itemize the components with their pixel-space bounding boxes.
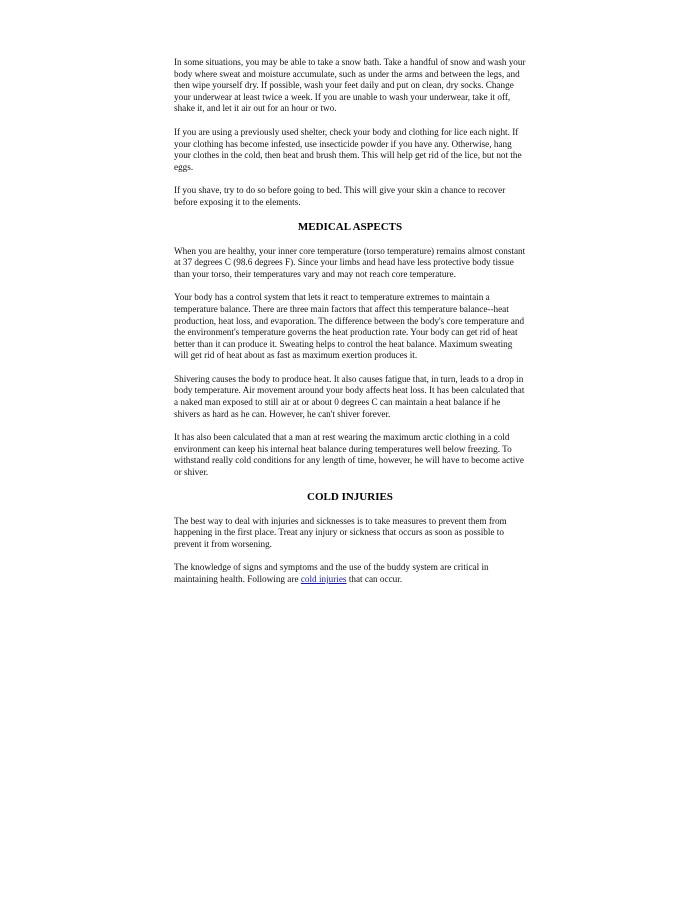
temperature-balance-paragraph: Your body has a control system that lets it react to temperature extremes to maintain a temperature balance. There are three main factors that affect this temperature balance--heat production, heat loss, and evaporation. The difference between the body's core temperature and the environment's temperature governs the heat production rate. Your body can get rid of heat better than it can produce it. Sweating helps to control the heat balance. Maximum sweating will get rid of heat about as fast as maximum exertion produces it.: [174, 292, 525, 361]
document-page: [174, 57, 526, 598]
cold-injuries-heading: COLD INJURIES: [307, 490, 393, 503]
medical-aspects-heading: MEDICAL ASPECTS: [297, 220, 403, 233]
prevention-paragraph: The best way to deal with injuries and sicknesses is to take measures to prevent them from happening in the first place. Treat any injury or sickness that occurs as soon as possible to prevent it from worsening.: [174, 515, 507, 549]
shaving-paragraph: If you shave, try to do so before going to bed. This will give your skin a chance to recover before exposing it to the elements.: [174, 185, 506, 207]
buddy-system-text-after: that can occur.: [346, 574, 403, 584]
arctic-clothing-paragraph: It has also been calculated that a man at rest wearing the maximum arctic clothing in a cold environment can keep his internal heat balance during temperatures well below freezing. To withstand really cold conditions for any length of time, however, he will have to become active or shiver.: [174, 432, 524, 478]
cold-injuries-link[interactable]: cold injuries: [300, 574, 347, 584]
lice-paragraph: If you are using a previously used shelter, check your body and clothing for lice each night. If your clothing has become infested, use insecticide powder if you have any. Otherwise, hang your clothes in the cold, then beat and brush them. This will help get rid of the lice, but not the eggs.: [174, 126, 522, 172]
buddy-system-paragraph: [174, 562, 526, 585]
buddy-system-text-before: The knowledge of signs and symptoms and the use of the buddy system are critical in maintaining health. Following are: [174, 562, 489, 584]
shivering-paragraph: Shivering causes the body to produce heat. It also causes fatigue that, in turn, leads to a drop in body temperature. Air movement around your body affects heat loss. It has been calculated that a naked man exposed to still air at or about 0 degrees C can maintain a heat balance if he shivers as hard as he can. However, he can't shiver forever.: [174, 373, 525, 419]
core-temperature-paragraph: When you are healthy, your inner core temperature (torso temperature) remains almost constant at 37 degrees C (98.6 degrees F). Since your limbs and head have less protective body tissue than your torso, their temperatures vary and may not reach core temperature.: [174, 245, 526, 279]
snow-bath-paragraph: In some situations, you may be able to take a snow bath. Take a handful of snow and wash your body where sweat and moisture accumulate, such as under the arms and between the legs, and then wipe yourself dry. If possible, wash your feet daily and put on clean, dry socks. Change your underwear at least twice a week. If you are unable to wash your underwear, take it off, shake it, and let it air out for an hour or two.: [174, 57, 526, 114]
